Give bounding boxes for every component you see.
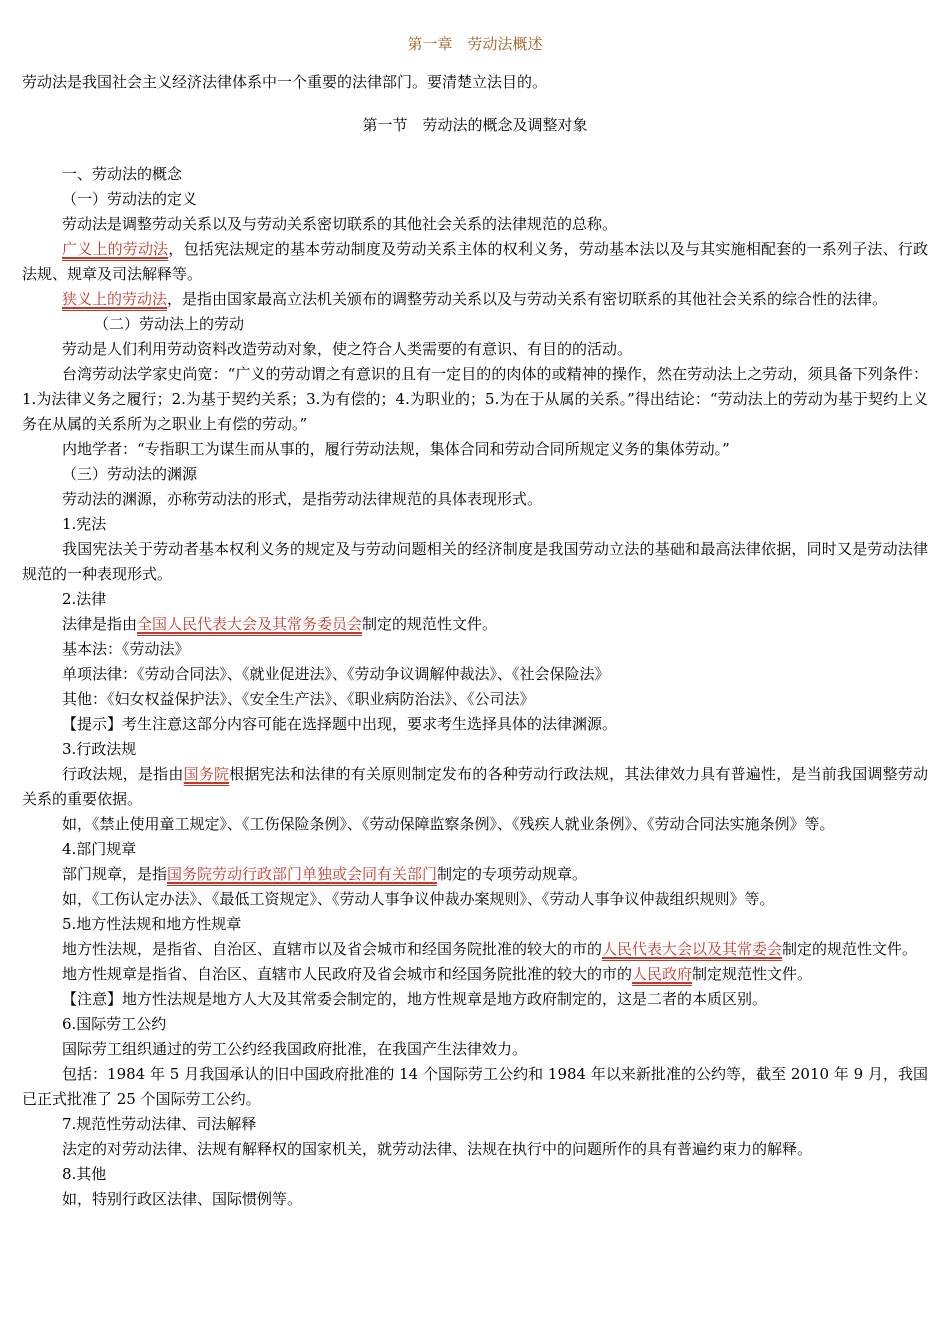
paragraph: 内地学者：“专指职工为谋生而从事的，履行劳动法规，集体合同和劳动合同所规定义务的集体劳动。” [62,440,730,458]
paragraph [22,937,928,962]
paragraph: 国际劳工组织通过的劳工公约经我国政府批准，在我国产生法律效力。 [62,1040,528,1058]
paragraph: 如，《禁止使用童工规定》、《工伤保险条例》、《劳动保障监察条例》、《残疾人就业条例》、《劳动合同法实施条例》等。 [62,815,835,833]
text: ，是指由国家最高立法机关颁布的调整劳动关系以及与劳动关系有密切联系的其他社会关系的综合性的法律。 [167,290,888,308]
text: 制定的专项劳动规章。 [437,865,588,883]
list-heading: 7.规范性劳动法律、司法解释 [62,1115,257,1133]
tip-note: 【提示】考生注意这部分内容可能在选择题中出现，要求考生选择具体的法律渊源。 [62,715,618,733]
list-heading: 3.行政法规 [62,740,137,758]
text: 制定的规范性文件。 [362,615,498,633]
paragraph [22,237,928,287]
highlight: 狭义上的劳动法 [62,290,168,308]
paragraph [22,962,928,987]
paragraph: 如，特别行政区法律、国际惯例等。 [62,1190,303,1208]
highlight: 广义上的劳动法 [62,240,169,258]
text: 地方性法规，是指省、自治区、直辖市以及省会城市和经国务院批准的较大的市的 [62,940,603,958]
paragraph: 劳动是人们利用劳动资料改造劳动对象，使之符合人类需要的有意识、有目的的活动。 [62,340,633,358]
text: 制定的规范性文件。 [782,940,918,958]
list-heading: 8.其他 [62,1165,107,1183]
text: 制定规范性文件。 [692,965,813,983]
paragraph: 基本法：《劳动法》 [62,640,190,658]
heading-1: 一、劳动法的概念 [62,165,183,183]
highlight: 人民政府 [632,965,693,983]
highlight: 国务院劳动行政部门单独或会同有关部门 [167,865,438,883]
text: ，包括宪法规定的基本劳动制度及劳动关系主体的权利义务，劳动基本法以及与其实施相配套的一系列子法、行政法规、规章及司法解释等。 [22,240,928,283]
paragraph: 单项法律：《劳动合同法》、《就业促进法》、《劳动争议调解仲裁法》、《社会保险法》 [62,665,610,683]
paragraph [22,862,928,887]
paragraph [22,287,928,312]
document-page [22,30,928,1212]
text: 地方性规章是指省、自治区、直辖市人民政府及省会城市和经国务院批准的较大的市的 [62,965,633,983]
document-body [22,162,928,1212]
text: 根据宪法和法律的有关原则制定发布的各种劳动行政法规，其法律效力具有普遍性，是当前我国调整劳动关系的重要依据。 [22,765,928,808]
paragraph: 如，《工伤认定办法》、《最低工资规定》、《劳动人事争议仲裁办案规则》、《劳动人事争议仲裁组织规则》等。 [62,890,775,908]
text: 法律是指由 [62,615,138,633]
list-heading: 6.国际劳工公约 [62,1015,167,1033]
paragraph [22,762,928,812]
paragraph: 我国宪法关于劳动者基本权利义务的规定及与劳动问题相关的经济制度是我国劳动立法的基础和最高法律依据，同时又是劳动法律规范的一种表现形式。 [22,540,928,583]
paragraph: 劳动法的渊源，亦称劳动法的形式，是指劳动法律规范的具体表现形式。 [62,490,543,508]
list-heading: 2.法律 [62,590,107,608]
intro-paragraph: 劳动法是我国社会主义经济法律体系中一个重要的法律部门。要清楚立法目的。 [22,73,548,91]
subheading-labor: （二）劳动法上的劳动 [94,315,245,333]
paragraph: 包括：1984 年 5 月我国承认的旧中国政府批准的 14 个国际劳工公约和 1984 年以来新批准的公约等，截至 2010 年 9 月，我国已正式批准了 25 个国际劳工公约。 [22,1065,928,1108]
list-heading: 4.部门规章 [62,840,137,858]
text: 行政法规，是指由 [62,765,184,783]
subheading-definition: （一）劳动法的定义 [62,190,198,208]
attention-note: 【注意】地方性法规是地方人大及其常委会制定的，地方性规章是地方政府制定的，这是二者的本质区别。 [62,990,768,1008]
section-title: 第一节 劳动法的概念及调整对象 [362,116,588,134]
paragraph [22,612,928,637]
paragraph: 其他：《妇女权益保护法》、《安全生产法》、《职业病防治法》、《公司法》 [62,690,535,708]
chapter-title: 第一章 劳动法概述 [407,35,543,53]
subheading-sources: （三）劳动法的渊源 [62,465,198,483]
highlight: 国务院 [183,765,230,783]
highlight: 全国人民代表大会及其常务委员会 [137,615,363,633]
list-heading: 1.宪法 [62,515,107,533]
paragraph: 劳动法是调整劳动关系以及与劳动关系密切联系的其他社会关系的法律规范的总称。 [62,215,618,233]
highlight: 人民代表大会以及其常委会 [602,940,783,958]
text: 部门规章，是指 [62,865,168,883]
paragraph: 台湾劳动法学家史尚宽：“广义的劳动谓之有意识的且有一定目的的肉体的或精神的操作，然在劳动法上之劳动，须具备下列条件：1.为法律义务之履行；2.为基于契约关系；3.为有偿的；4.为职业的；5.为在于从属的关系。”得出结论：“劳动法上的劳动为基于契约上义务在从属的关系所为之职业上有偿的劳动。” [22,365,928,433]
paragraph: 法定的对劳动法律、法规有解释权的国家机关，就劳动法律、法规在执行中的问题所作的具有普遍约束力的解释。 [62,1140,813,1158]
list-heading: 5.地方性法规和地方性规章 [62,915,242,933]
